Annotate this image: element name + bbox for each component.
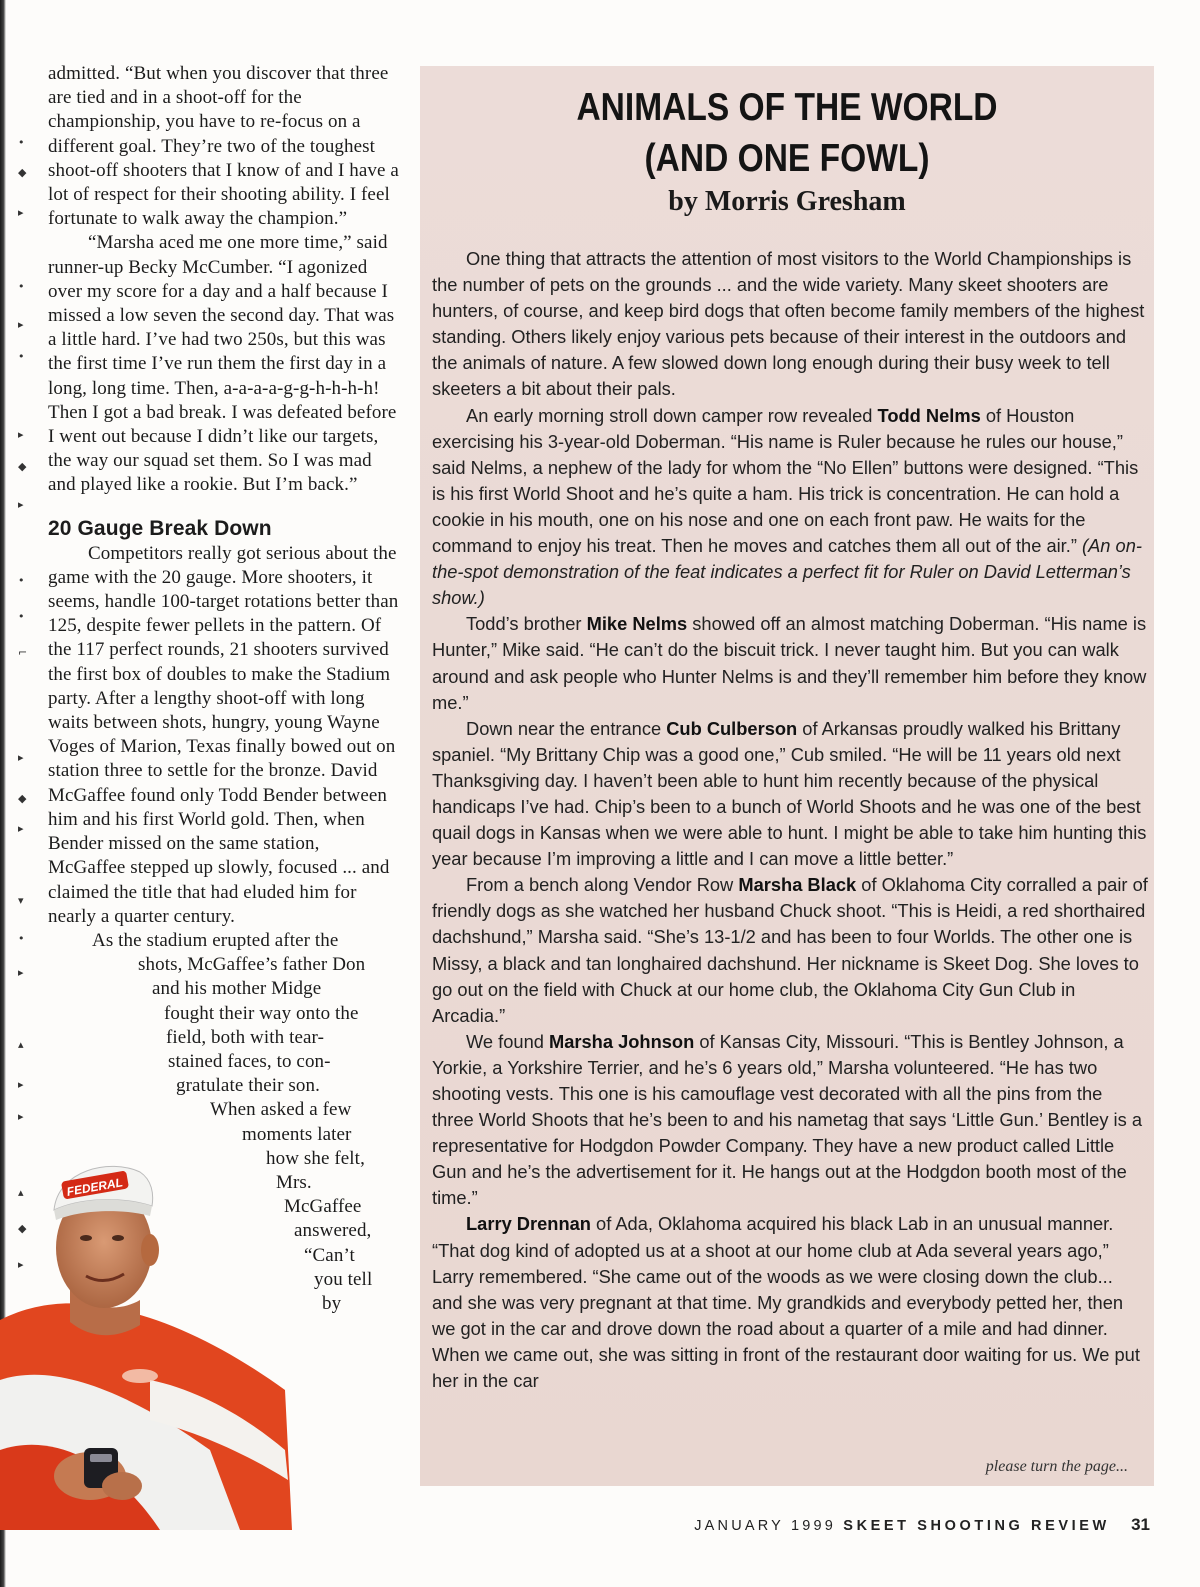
person-name: Todd Nelms [877,404,981,426]
text-line: by [322,1292,342,1314]
paragraph [432,1211,1148,1394]
text-line: fought their way onto the [164,1002,359,1024]
paragraph [432,403,1148,612]
paragraph: Competitors really got serious about the game with the 20 gauge. More shooters, it seems, handle 100-target rotations better than 125, despite fewer pellets in the pattern. Of the 117 perfect rounds, 21 shooters survived the first box of doubles to make the Stadium party. After a lengthy shoot-off with long waits between shots, hungry, young Wayne Voges of Marion, Texas finally bowed out on station three to settle for the bronze. David McGaffee found only Todd Bender between him and his first World gold. Then, when Bender missed on the same station, McGaffee stepped up slowly, focused ... and claimed the title that had eluded him for nearly a quarter century. [48,542,399,927]
text-line: moments later [242,1123,352,1145]
text-run: From a bench along Vendor Row [466,874,739,896]
bullet-icon: ▸ [18,498,24,511]
bullet-icon: ▸ [18,1078,24,1091]
bullet-icon: • [18,932,25,945]
paragraph [432,611,1148,715]
text-line: how she felt, [266,1147,365,1169]
page-footer [600,1515,1150,1535]
bullet-icon: ◆ [18,460,27,473]
article-headline [471,82,1102,184]
text-line: stained faces, to con- [168,1050,331,1072]
text-line: answered, [294,1220,372,1242]
text-run: of Oklahoma City corralled a pair of friendly dogs as she watched her husband Chuck shoot. “This is Heidi, a red shorthaired dachshund,” Marsha said. “She’s 13-1/2 and has been to four Worlds. The other one is Missy, a black and tan longhaired dachshund. Her nickname is Skeet Dog. She loves to go out on the field with Chuck at our home club, the Oklahoma City Gun Club in Arcadia.” [432,874,1148,1026]
continued-note: please turn the page... [985,1458,1128,1475]
bullet-icon: ◆ [18,1222,27,1235]
paragraph [432,716,1148,873]
bullet-icon: ▸ [18,822,24,835]
text-line: McGaffee [284,1196,362,1218]
bullet-icon: ▸ [18,966,24,979]
paragraph: “Marsha aced me one more time,” said runner-up Becky McCumber. “I agonized over my score for a day and a half because I missed a low seven the second day. That was a little hard. I’ve had two 250s, but this was the first time I’ve run them the first day in a long, long time. Then, a-a-a-a-g-g-h-h-h-h! Then I got a bad break. I was defeated before I went out because I didn’t like our targets, the way our squad set them. So I was mad and played like a rookie. But I’m back.” [48,232,397,496]
bullet-icon: ▴ [18,1186,24,1199]
text-run: showed off an almost matching Doberman. “His name is Hunter,” Mike said. “He can’t do the biscuit trick. I never taught him. But you can walk around and ask people who Hunter Nelms is and they’ll remember him before they know me.” [432,613,1147,713]
bullet-icon: ▸ [18,751,24,764]
text-run: An early morning stroll down camper row revealed [466,404,878,426]
bullet-icon: • [18,280,25,293]
text-line: gratulate their son. [176,1075,320,1097]
text-line: As the stadium erupted after the [92,929,339,951]
bullet-icon: • [18,610,25,623]
bullet-icon: ◆ [18,166,27,179]
bullet-icon: • [18,136,25,149]
text-run: of Arkansas proudly walked his Brittany spaniel. “My Brittany Chip was a good one,” Cub smiled. “He will be 11 years old next Thanksgiving day. I haven’t been able to hunt him recently because of the physical handicaps I’ve had. Chip’s been to a bunch of World Shoots and he was one of the best quail dogs in Kansas when we were able to hunt. I might be able to take him hunting this year because I’m improving a little and I can move a little better.” [432,717,1147,870]
cap-logo-text: FEDERAL [65,1175,124,1199]
text-run: Todd’s brother [466,613,587,635]
bullet-icon: ▸ [18,1258,24,1271]
mcgaffee-photo [0,1150,300,1530]
text-line: shots, McGaffee’s father Don [138,954,366,976]
bullet-icon: • [18,574,25,587]
byline: by Morris Gresham [668,186,906,217]
text-line: and his mother Midge [152,978,322,1000]
bullet-icon: ▸ [18,428,24,441]
editor-note: (An on-the-spot demonstration of the feat indicates a perfect fit for Ruler on David Letterman’s show.) [432,535,1142,609]
person-name: Marsha Johnson [549,1030,695,1052]
paragraph [432,1029,1148,1212]
section-heading: 20 Gauge Break Down [48,516,272,540]
bullet-icon: ▴ [18,1038,24,1051]
headline-line: (AND ONE FOWL) [644,137,930,180]
magazine-name: SKEET SHOOTING REVIEW [843,1518,1110,1534]
bullet-icon: ▾ [18,894,24,907]
text-run: of Houston exercising his 3-year-old Doberman. “His name is Ruler because he rules our house,” said Nelms, a nephew of the lady for whom the “No Ellen” buttons were designed. “This is his first World Shoot and he’s quite a ham. His trick is concentration. He can hold a cookie in his mouth, one on his nose and one on each front paw. He waits for the command to enjoy his treat. Then he moves and catches them all out of the air.” [432,404,1139,557]
text-run: We found [466,1030,549,1052]
bullet-icon: ▸ [18,206,24,219]
text-line: “Can’t [304,1244,355,1266]
article-body [432,246,1148,1394]
bullet-icon: ◆ [18,792,27,805]
page-number: 31 [1131,1515,1150,1534]
text-line: you tell [314,1268,373,1290]
bullet-icon: ⌐ [18,646,28,659]
text-run: of Kansas City, Missouri. “This is Bentley Johnson, a Yorkie, a Yorkshire Terrier, and he’s 6 years old,” Marsha volunteered. “He has two shooting vests. This one is his camouflage vest decorated with all the pins from the three World Shoots that he’s been to and his nametag that says ‘Little Gun.’ Bentley is a representative for Hodgdon Powder Company. They have a new product called Little Gun and he’s the advertisement for it. He hangs out at the Hodgdon booth most of the time.” [432,1030,1143,1209]
paragraph: admitted. “But when you discover that three are tied and in a shoot-off for the championship, you have to re-focus on a different goal. They’re two of the toughest shoot-off shooters that I know of and I have a lot of respect for their shooting ability. I feel fortunate to walk away the champion.” [48,63,399,230]
text-run: of Ada, Oklahoma acquired his black Lab in an unusual manner. “That dog kind of adopted us at a shoot at our home club at Ada several years ago,” Larry remembered. “She came out of the woods as we were closing down the club... and she was very pregnant at that time. My grandkids and everybody petted her, then we got in the car and drove down the road about a quarter of a mile and had dinner. When we came out, she was sitting in front of the restaurant door waiting for us. We put her in the car [432,1213,1140,1392]
left-column [48,62,400,1316]
text-line: When asked a few [210,1099,352,1121]
text-run: Down near the entrance [466,717,667,739]
bullet-icon: • [18,350,25,363]
bullet-icon: ▸ [18,318,24,331]
person-name: Mike Nelms [586,613,688,635]
issue-date: JANUARY 1999 [694,1518,837,1534]
bullet-icon: ▸ [18,1110,24,1123]
text-line: field, both with tear- [166,1026,324,1048]
text-line: Mrs. [276,1171,312,1193]
person-name: Larry Drennan [466,1213,591,1235]
person-name: Marsha Black [738,874,857,896]
person-name: Cub Culberson [666,717,798,739]
headline-line: ANIMALS OF THE WORLD [576,86,998,129]
paragraph [432,872,1148,1029]
paragraph: One thing that attracts the attention of most visitors to the World Championships is the number of pets on the grounds ... and the wide variety. Many skeet shooters are hunters, of course, and keep bird dogs that often become family members of the highest standing. Others likely enjoy various pets because of their interest in the outdoors and the animals of nature. A few slowed down long enough during their busy week to tell skeeters a bit about their pals. [432,248,1145,400]
